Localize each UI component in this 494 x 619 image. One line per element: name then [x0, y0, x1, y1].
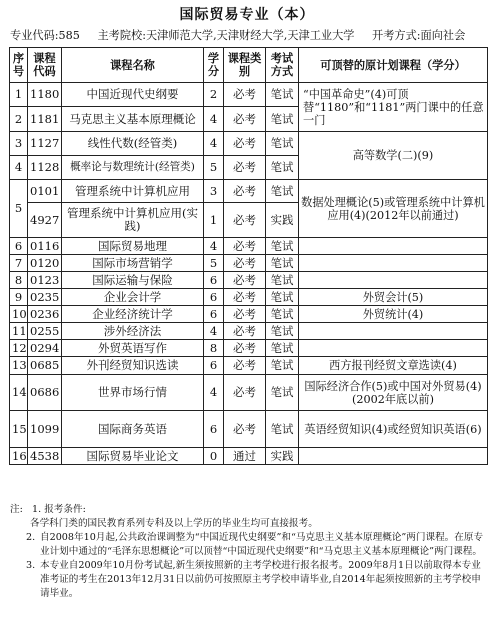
footnote-2 — [10, 531, 490, 559]
substitute-course — [299, 323, 488, 340]
header-name: 课程名称 — [62, 48, 204, 83]
course-credit: 4 — [204, 132, 224, 156]
course-code: 1181 — [28, 107, 62, 132]
header-no: 序号 — [10, 48, 28, 83]
course-credit: 4 — [204, 323, 224, 340]
course-credit: 4 — [204, 107, 224, 132]
course-name: 企业会计学 — [62, 289, 204, 306]
row-no: 1 — [10, 83, 28, 107]
row-no: 15 — [10, 411, 28, 448]
row-no: 12 — [10, 340, 28, 357]
exam-method: 笔试 — [266, 323, 299, 340]
course-credit: 5 — [204, 156, 224, 180]
course-name: 国际市场营销学 — [62, 255, 204, 272]
header-credit: 学分 — [204, 48, 224, 83]
footnote-number: 3. — [26, 560, 36, 571]
exam-method: 笔试 — [266, 272, 299, 289]
table-row — [10, 306, 488, 323]
header-substitute: 可顶替的原计划课程（学分） — [299, 48, 488, 83]
course-type: 必考 — [224, 203, 266, 238]
course-name: 国际贸易地理 — [62, 238, 204, 255]
table-row — [10, 180, 488, 203]
course-name: 概率论与数理统计(经管类) — [62, 156, 204, 180]
footnote-prefix: 注: — [10, 504, 23, 515]
exam-method: 笔试 — [266, 132, 299, 156]
course-code: 0685 — [28, 357, 62, 375]
table-row — [10, 448, 488, 465]
course-code: 4927 — [28, 203, 62, 238]
course-credit: 2 — [204, 83, 224, 107]
course-type: 必考 — [224, 107, 266, 132]
course-name: 线性代数(经管类) — [62, 132, 204, 156]
table-row — [10, 411, 488, 448]
course-code: 4538 — [28, 448, 62, 465]
course-name: 中国近现代史纲要 — [62, 83, 204, 107]
table-row — [10, 375, 488, 411]
course-type: 必考 — [224, 306, 266, 323]
course-type: 必考 — [224, 340, 266, 357]
course-type: 必考 — [224, 323, 266, 340]
exam-method: 笔试 — [266, 180, 299, 203]
substitute-course: 外贸会计(5) — [299, 289, 488, 306]
course-code: 0235 — [28, 289, 62, 306]
row-no: 6 — [10, 238, 28, 255]
exam-mode: 开考方式:面向社会 — [372, 29, 466, 42]
course-name: 管理系统中计算机应用 — [62, 180, 204, 203]
course-code: 1128 — [28, 156, 62, 180]
course-type: 必考 — [224, 272, 266, 289]
footnote-1 — [10, 503, 490, 517]
course-code: 0294 — [28, 340, 62, 357]
course-type: 必考 — [224, 357, 266, 375]
course-code: 0116 — [28, 238, 62, 255]
course-credit: 1 — [204, 203, 224, 238]
exam-method: 笔试 — [266, 357, 299, 375]
exam-method: 笔试 — [266, 107, 299, 132]
substitute-course — [299, 238, 488, 255]
header-code: 课程代码 — [28, 48, 62, 83]
substitute-course — [299, 448, 488, 465]
course-credit: 8 — [204, 340, 224, 357]
exam-method: 笔试 — [266, 375, 299, 411]
table-row — [10, 83, 488, 107]
course-type: 必考 — [224, 411, 266, 448]
course-type: 必考 — [224, 255, 266, 272]
table-row — [10, 289, 488, 306]
table-row — [10, 255, 488, 272]
course-type: 必考 — [224, 83, 266, 107]
exam-method: 笔试 — [266, 83, 299, 107]
course-credit: 4 — [204, 375, 224, 411]
substitute-course: 英语经贸知识(4)或经贸知识英语(6) — [299, 411, 488, 448]
footnote-1-body: 各学科门类的国民教育系列专科及以上学历的毕业生均可直接报考。 — [30, 518, 318, 529]
exam-method: 笔试 — [266, 306, 299, 323]
substitute-course: 国际经济合作(5)或中国对外贸易(4)(2002年底以前) — [299, 375, 488, 411]
course-credit: 4 — [204, 238, 224, 255]
course-code: 0255 — [28, 323, 62, 340]
substitute-course — [299, 255, 488, 272]
header-exam: 考试方式 — [266, 48, 299, 83]
row-no: 4 — [10, 156, 28, 180]
row-no: 16 — [10, 448, 28, 465]
exam-method: 笔试 — [266, 340, 299, 357]
course-name: 国际商务英语 — [62, 411, 204, 448]
course-code: 0236 — [28, 306, 62, 323]
course-code: 0123 — [28, 272, 62, 289]
course-code: 0686 — [28, 375, 62, 411]
course-name: 管理系统中计算机应用(实践) — [62, 203, 204, 238]
substitute-course — [299, 340, 488, 357]
table-row — [10, 272, 488, 289]
footnote-text: 本专业自2009年10月份考试起,新生须按照新的主考学校进行报名报考。2009年8月1日以前取得本专业准考证的考生在2013年12月31日以前仍可按照原主考学校申请毕业,自2014年起须按照新的主考学校申请毕业。 — [40, 560, 481, 599]
course-type: 必考 — [224, 238, 266, 255]
row-no: 10 — [10, 306, 28, 323]
course-name: 外贸英语写作 — [62, 340, 204, 357]
course-type: 必考 — [224, 289, 266, 306]
row-no: 8 — [10, 272, 28, 289]
row-no: 3 — [10, 132, 28, 156]
substitute-course: 高等数学(二)(9) — [299, 132, 488, 180]
footnote-number: 2. — [26, 532, 36, 543]
course-table — [9, 47, 488, 465]
row-no: 9 — [10, 289, 28, 306]
table-row — [10, 238, 488, 255]
course-credit: 6 — [204, 306, 224, 323]
table-row — [10, 340, 488, 357]
course-credit: 0 — [204, 448, 224, 465]
substitute-course — [299, 272, 488, 289]
exam-method: 笔试 — [266, 238, 299, 255]
footnote-number: 1. — [32, 504, 42, 515]
exam-method: 实践 — [266, 203, 299, 238]
table-row — [10, 323, 488, 340]
substitute-course: 数据处理概论(5)或管理系统中计算机应用(4)(2012年以前通过) — [299, 180, 488, 238]
row-no: 14 — [10, 375, 28, 411]
course-credit: 6 — [204, 289, 224, 306]
substitute-course: “中国革命史”(4)可顶替“1180”和“1181”两门课中的任意一门 — [299, 83, 488, 132]
exam-method: 笔试 — [266, 411, 299, 448]
footnote-text: 自2008年10月起,公共政治课调整为“中国近现代史纲要”和“马克思主义基本原理概论”两门课程。在原专业计划中通过的“毛泽东思想概论”可以顶替“中国近现代史纲要”和“马克思主义基本原理概论”两门课程。 — [40, 532, 484, 557]
course-code: 1180 — [28, 83, 62, 107]
course-type: 必考 — [224, 375, 266, 411]
page-title: 国际贸易专业（本） — [179, 7, 315, 23]
footnotes — [10, 503, 490, 601]
major-meta — [10, 27, 490, 43]
footnote-title: 报考条件: — [44, 504, 86, 515]
course-credit: 5 — [204, 255, 224, 272]
row-no: 11 — [10, 323, 28, 340]
row-no: 5 — [10, 180, 28, 238]
exam-method: 笔试 — [266, 289, 299, 306]
course-type: 必考 — [224, 132, 266, 156]
course-code: 1099 — [28, 411, 62, 448]
course-name: 国际贸易毕业论文 — [62, 448, 204, 465]
course-credit: 3 — [204, 180, 224, 203]
course-name: 企业经济统计学 — [62, 306, 204, 323]
course-code: 1127 — [28, 132, 62, 156]
table-row — [10, 132, 488, 156]
substitute-course: 外贸统计(4) — [299, 306, 488, 323]
course-type: 通过 — [224, 448, 266, 465]
row-no: 2 — [10, 107, 28, 132]
table-row — [10, 357, 488, 375]
substitute-course: 西方报刊经贸文章选读(4) — [299, 357, 488, 375]
row-no: 13 — [10, 357, 28, 375]
course-type: 必考 — [224, 180, 266, 203]
course-type: 必考 — [224, 156, 266, 180]
exam-schools: 主考院校:天津师范大学,天津财经大学,天津工业大学 — [97, 29, 355, 42]
table-header-row — [10, 48, 488, 83]
course-code: 0120 — [28, 255, 62, 272]
major-code: 专业代码:585 — [10, 29, 80, 42]
course-credit: 6 — [204, 357, 224, 375]
exam-method: 笔试 — [266, 255, 299, 272]
course-name: 涉外经济法 — [62, 323, 204, 340]
course-name: 国际运输与保险 — [62, 272, 204, 289]
exam-method: 笔试 — [266, 156, 299, 180]
course-credit: 6 — [204, 272, 224, 289]
row-no: 7 — [10, 255, 28, 272]
course-name: 马克思主义基本原理概论 — [62, 107, 204, 132]
exam-method: 实践 — [266, 448, 299, 465]
header-type: 课程类别 — [224, 48, 266, 83]
course-name: 外刊经贸知识选读 — [62, 357, 204, 375]
footnote-3 — [10, 559, 490, 601]
course-code: 0101 — [28, 180, 62, 203]
course-credit: 6 — [204, 411, 224, 448]
course-name: 世界市场行情 — [62, 375, 204, 411]
